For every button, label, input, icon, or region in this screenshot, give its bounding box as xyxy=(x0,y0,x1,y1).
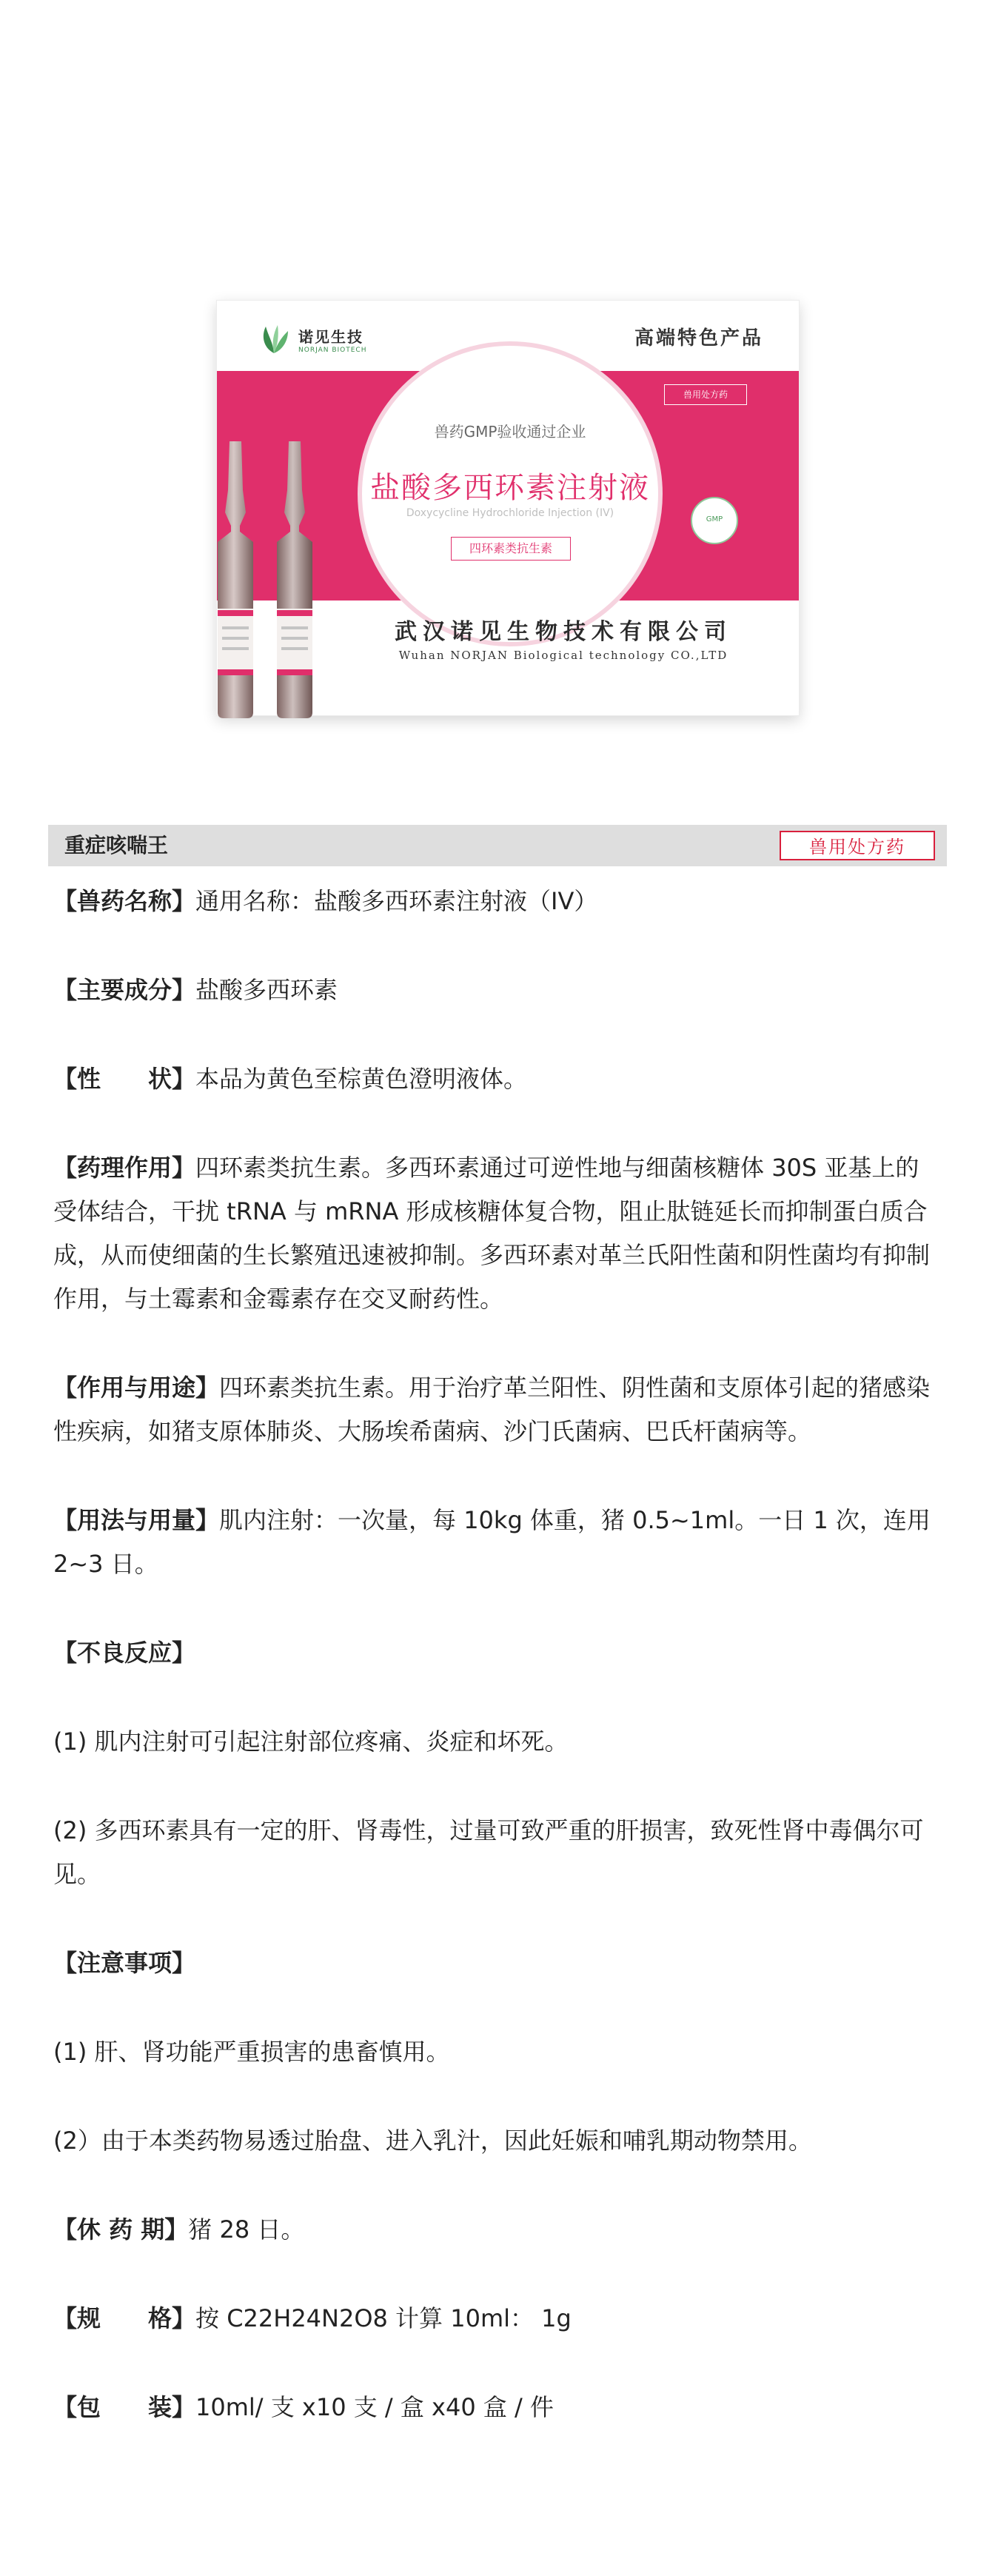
section-body: (1) 肌内注射可引起注射部位疼痛、炎症和坏死。 xyxy=(53,1727,569,1756)
section-withdrawal xyxy=(53,2208,942,2252)
section-heading: 【休 药 期】 xyxy=(53,2215,189,2244)
company-name-en: Wuhan NORJAN Biological technology CO.,LTD xyxy=(398,649,728,662)
section-body: 盐酸多西环素 xyxy=(195,976,338,1004)
section-heading: 【注意事项】 xyxy=(53,1949,196,1977)
product-image xyxy=(0,0,995,800)
section-body: 通用名称：盐酸多西环素注射液（IV） xyxy=(195,887,598,915)
rx-badge: 兽用处方药 xyxy=(780,831,935,860)
section-ingredient xyxy=(53,968,942,1012)
section-heading: 【用法与用量】 xyxy=(53,1506,220,1534)
section-heading: 【不良反应】 xyxy=(53,1639,196,1667)
instructions xyxy=(53,880,942,2475)
section-body: 猪 28 日。 xyxy=(188,2215,305,2244)
section-indications xyxy=(53,1366,942,1453)
label-circle xyxy=(358,341,663,646)
product-name-en: Doxycycline Hydrochloride Injection (IV) xyxy=(406,507,614,519)
gmp-line: 兽药GMP验收通过企业 xyxy=(434,423,586,441)
section-pharmacology xyxy=(53,1146,942,1321)
section-body: 肌内注射：一次量，每 10kg 体重，猪 0.5~1ml。一日 1 次，连用 2~3 日。 xyxy=(53,1506,931,1578)
drug-class-label: 四环素类抗生素 xyxy=(451,537,571,561)
title-bar xyxy=(48,825,947,866)
precaution-item-1 xyxy=(53,2030,942,2074)
section-body: 本品为黄色至棕黄色澄明液体。 xyxy=(195,1065,528,1093)
section-heading: 【药理作用】 xyxy=(53,1154,196,1182)
leaf-logo-icon xyxy=(255,321,292,358)
section-body: 按 C22H24N2O8 计算 10ml： 1g xyxy=(195,2304,572,2332)
section-specification xyxy=(53,2297,942,2341)
adverse-item-1 xyxy=(53,1720,942,1764)
section-packaging xyxy=(53,2386,942,2429)
section-body: (2）由于本类药物易透过胎盘、进入乳汁，因此妊娠和哺乳期动物禁用。 xyxy=(53,2127,812,2155)
section-heading: 【包 装】 xyxy=(53,2393,196,2421)
section-appearance xyxy=(53,1057,942,1101)
vial-back xyxy=(259,438,330,720)
brand-logo xyxy=(255,317,366,361)
section-body: (1) 肝、肾功能严重损害的患畜慎用。 xyxy=(53,2038,450,2066)
section-body: 四环素类抗生素。用于治疗革兰阳性、阴性菌和支原体引起的猪感染性疾病，如猪支原体肺炎、大肠埃希菌病、沙门氏菌病、巴氏杆菌病等。 xyxy=(53,1374,931,1445)
section-heading: 【作用与用途】 xyxy=(53,1374,220,1402)
logo-name-cn: 诺见生技 xyxy=(298,327,364,346)
product-name-cn: 盐酸多西环素注射液 xyxy=(370,471,650,505)
section-body: 四环素类抗生素。多西环素通过可逆性地与细菌核糖体 30S 亚基上的受体结合，干扰 tRNA 与 mRNA 形成核糖体复合物，阻止肽链延长而抑制蛋白质合成，从而使细菌的生长繁殖迅速被抑制。多西环素对革兰氏阳性菌和阴性菌均有抑制作用，与土霉素和金霉素存在交叉耐药性。 xyxy=(53,1154,931,1313)
logo-name-en: NORJAN BIOTECH xyxy=(298,346,367,354)
company-name-cn: 武汉诺见生物技术有限公司 xyxy=(395,619,732,645)
section-body: 10ml/ 支 x10 支 / 盒 x40 盒 / 件 xyxy=(195,2393,555,2421)
precaution-item-2 xyxy=(53,2119,942,2163)
section-heading: 【规 格】 xyxy=(53,2304,196,2332)
adverse-item-2 xyxy=(53,1809,942,1896)
section-adverse-reactions xyxy=(53,1631,942,1675)
section-heading: 【性 状】 xyxy=(53,1065,196,1093)
product-title: 重症咳喘王 xyxy=(64,833,169,857)
section-heading: 【主要成分】 xyxy=(53,976,196,1004)
slogan: 高端特色产品 xyxy=(634,327,763,349)
section-drug-name xyxy=(53,880,942,923)
section-heading: 【兽药名称】 xyxy=(53,887,196,915)
gmp-badge: GMP xyxy=(691,497,738,544)
section-dosage xyxy=(53,1499,942,1586)
small-rx-tag: 兽用处方药 xyxy=(664,384,747,405)
section-body: (2) 多西环素具有一定的肝、肾毒性，过量可致严重的肝损害，致死性肾中毒偶尔可见。 xyxy=(53,1816,924,1888)
section-precautions xyxy=(53,1941,942,1985)
